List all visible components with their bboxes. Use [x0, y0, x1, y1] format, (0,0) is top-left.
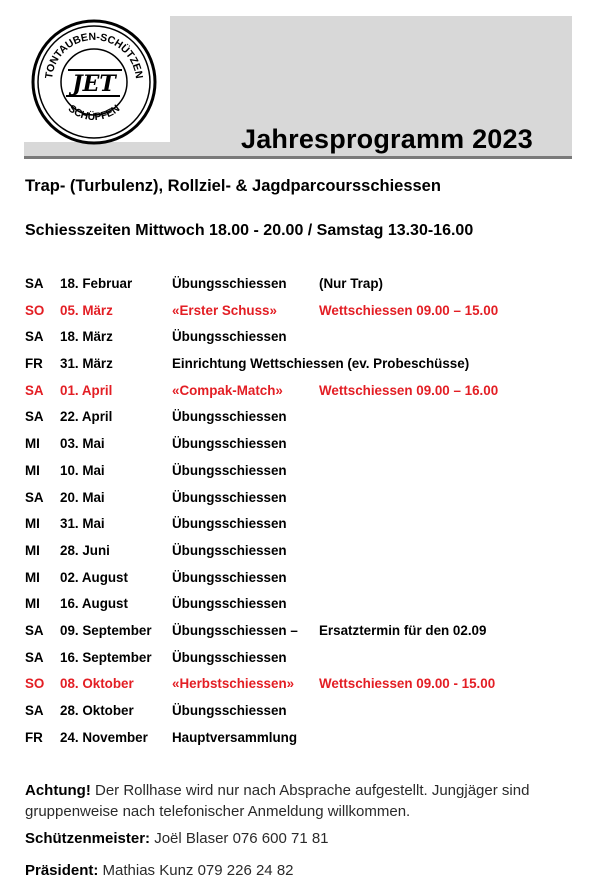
schedule-row: [25, 566, 585, 593]
schedule-row: [25, 405, 585, 432]
schedule-note: Wettschiessen 09.00 – 15.00: [319, 302, 499, 318]
schedule-date: 31. März: [60, 356, 113, 372]
schedule-date: 18. Februar: [60, 276, 133, 291]
schedule-note: Wettschiessen 09.00 – 16.00: [319, 382, 499, 398]
schedule-event: Übungsschiessen: [172, 462, 287, 478]
schedule-event: Übungsschiessen: [172, 436, 287, 452]
schedule-date: 16. September: [60, 649, 152, 665]
schedule-date: 18. März: [60, 329, 113, 345]
schedule-row: [25, 352, 585, 379]
schedule-day: SO: [25, 302, 45, 318]
schedule-event: Übungsschiessen: [172, 409, 287, 425]
schedule-note: Wettschiessen 09.00 - 15.00: [319, 676, 496, 692]
schedule-day: MI: [25, 596, 40, 612]
schedule-day: SA: [25, 703, 44, 718]
schedule-day: MI: [25, 542, 40, 558]
schedule-row: [25, 699, 585, 726]
schedule-day: SA: [25, 382, 44, 398]
schedule-date: 28. Juni: [60, 542, 110, 558]
schedule-event: «Erster Schuss»: [172, 302, 277, 318]
schedule-event: Übungsschiessen: [172, 329, 287, 345]
schedule-row: [25, 726, 585, 753]
schedule-event: Übungsschiessen –: [172, 622, 298, 638]
schedule-row: [25, 512, 585, 539]
schedule-day: SA: [25, 489, 44, 505]
schedule-event: Übungsschiessen: [172, 596, 287, 612]
schedule-row: [25, 672, 585, 699]
schedule-row: [25, 379, 585, 406]
schedule-date: 16. August: [60, 596, 128, 612]
schedule-event: Übungsschiessen: [172, 649, 287, 665]
schedule-row: [25, 459, 585, 486]
schedule-date: 03. Mai: [60, 436, 105, 452]
schedule-date: 28. Oktober: [60, 703, 134, 718]
page-title: Jahresprogramm 2023: [241, 124, 533, 154]
schedule-event: «Herbstschiessen»: [172, 676, 295, 692]
schedule-day: SA: [25, 329, 44, 345]
schedule-list: [25, 272, 585, 752]
schedule-date: 05. März: [60, 302, 113, 318]
schedule-day: FR: [25, 356, 43, 372]
notice-text: Der Rollhase wird nur nach Absprache aufgestellt. Jungjäger sind gruppenweise nach telefonischer Anmeldung willkommen.: [25, 782, 530, 820]
schedule-date: 08. Oktober: [60, 676, 134, 692]
schedule-row: [25, 299, 585, 326]
schedule-row: [25, 432, 585, 459]
schedule-date: 01. April: [60, 382, 113, 398]
contact-role: Präsident:: [25, 862, 99, 879]
schedule-event: Übungsschiessen: [172, 569, 287, 585]
contact-schuetzenmeister: [25, 830, 329, 847]
schedule-day: MI: [25, 569, 40, 585]
schedule-date: 24. November: [60, 729, 148, 745]
contact-praesident: [25, 862, 294, 879]
contact-role: Schützenmeister:: [25, 830, 151, 847]
schedule-date: 22. April: [60, 409, 113, 425]
schedule-event: Übungsschiessen: [172, 542, 287, 558]
schedule-row: [25, 539, 585, 566]
schedule-date: 09. September: [60, 622, 152, 638]
schedule-event: Übungsschiessen: [172, 489, 287, 505]
header-divider: [24, 156, 572, 159]
schedule-row: [25, 486, 585, 513]
schedule-event: Übungsschiessen: [172, 516, 287, 532]
schedule-date: 10. Mai: [60, 462, 105, 478]
shooting-times: Schiesszeiten Mittwoch 18.00 - 20.00 / Samstag 13.30-16.00: [25, 222, 474, 239]
notice-label: Achtung!: [25, 782, 91, 799]
schedule-event: Übungsschiessen: [172, 703, 287, 718]
schedule-day: FR: [25, 729, 43, 745]
schedule-day: MI: [25, 436, 40, 452]
contact-value: Mathias Kunz 079 226 24 82: [98, 862, 294, 879]
schedule-day: MI: [25, 516, 40, 532]
subtitle: Trap- (Turbulenz), Rollziel- & Jagdparcoursschiessen: [25, 177, 441, 195]
schedule-event: «Compak-Match»: [172, 382, 283, 398]
schedule-row: [25, 592, 585, 619]
schedule-event: Übungsschiessen: [172, 276, 287, 291]
logo-ring-top-text: TONTAUBEN-SCHÜTZEN: [43, 30, 145, 80]
schedule-date: 20. Mai: [60, 489, 105, 505]
schedule-day: SA: [25, 649, 44, 665]
schedule-day: SO: [25, 676, 45, 692]
schedule-event: Einrichtung Wettschiessen (ev. Probeschüsse): [172, 356, 470, 372]
schedule-note: (Nur Trap): [319, 276, 383, 291]
schedule-date: 02. August: [60, 569, 128, 585]
logo-center-text: JET: [72, 71, 116, 97]
contact-value: Joël Blaser 076 600 71 81: [150, 830, 329, 847]
schedule-date: 31. Mai: [60, 516, 105, 532]
schedule-row: [25, 325, 585, 352]
schedule-event: Hauptversammlung: [172, 729, 298, 745]
schedule-day: SA: [25, 622, 44, 638]
notice: [25, 780, 580, 822]
schedule-row: [25, 619, 585, 646]
schedule-day: SA: [25, 276, 44, 291]
schedule-row: [25, 272, 585, 299]
schedule-row: [25, 646, 585, 673]
schedule-note: Ersatztermin für den 02.09: [319, 622, 487, 638]
club-logo: [30, 18, 158, 146]
schedule-day: SA: [25, 409, 44, 425]
logo-ring-bottom-text: SCHÜPFEN: [65, 102, 123, 124]
schedule-day: MI: [25, 462, 40, 478]
